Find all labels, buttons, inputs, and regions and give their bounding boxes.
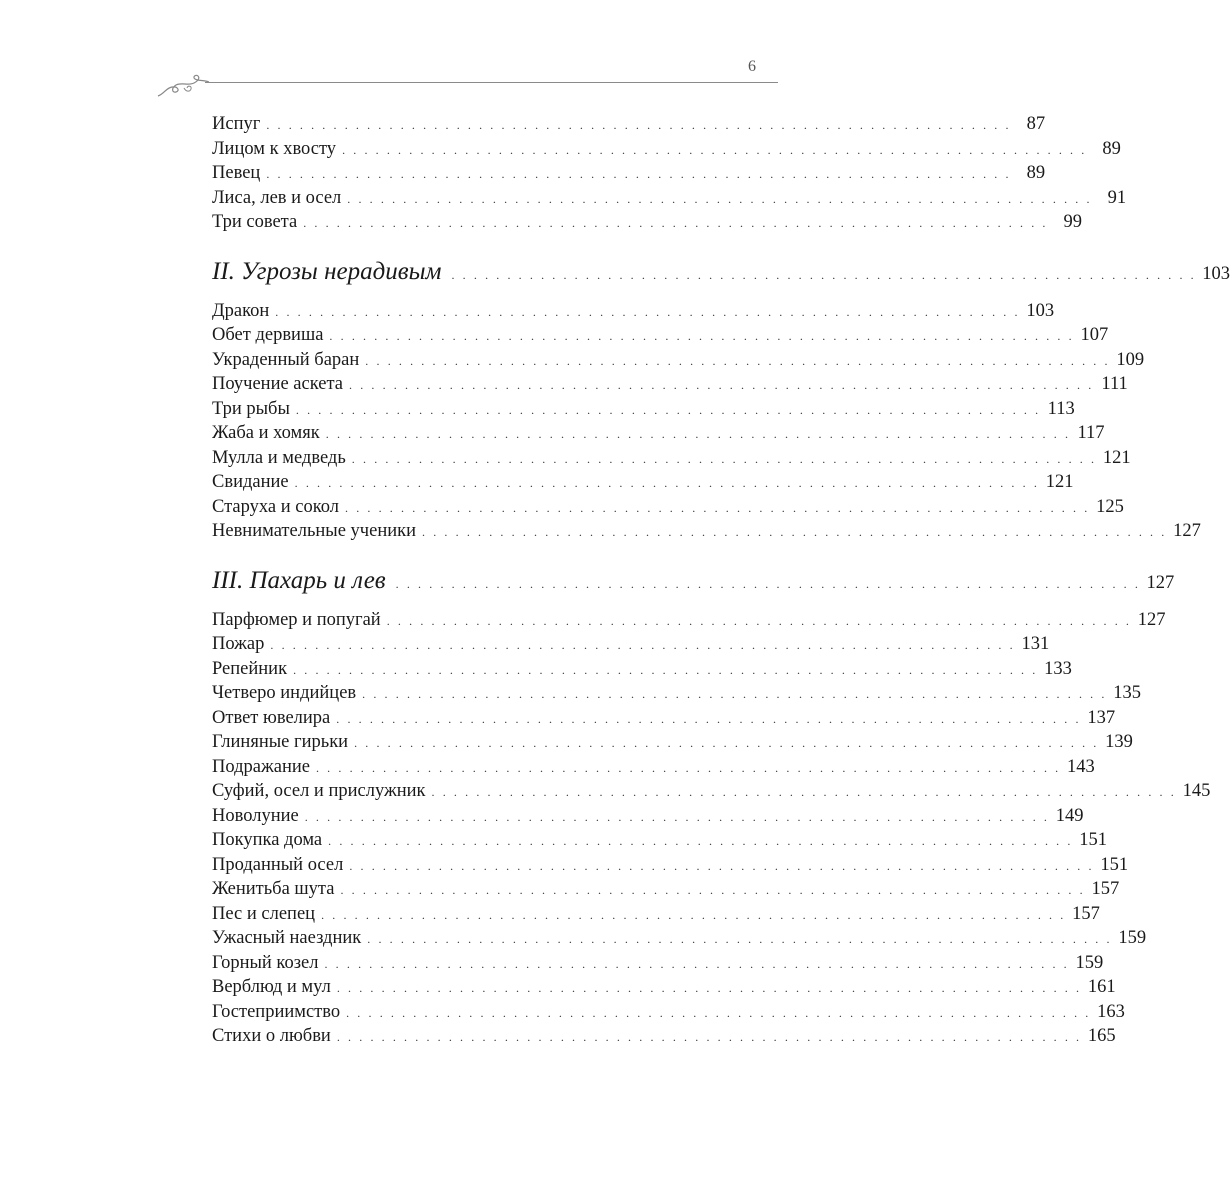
dot-leader: . . . . . . . . . . . . . . . . . . . . . . . . . . . . . . . . . . . . . . . . . . . . . . . . . . . . . . . . . . . . . . . . . . .	[329, 329, 1075, 343]
toc-entry-page: 103	[1026, 300, 1055, 321]
toc-entry-page: 107	[1080, 325, 1109, 345]
toc-entry-title: Пес и слепец	[212, 903, 316, 924]
toc-entry-page: 159	[1118, 928, 1147, 948]
toc-entry	[212, 495, 1124, 520]
toc-entry-title: Подражание	[212, 756, 310, 777]
toc-entry	[212, 681, 1141, 706]
toc-entry	[212, 446, 1131, 471]
toc-entry-page: 131	[1021, 634, 1050, 654]
toc-entry	[212, 706, 1116, 731]
toc-entry-title: Старуха и сокол	[212, 496, 339, 517]
toc-entry-page: 87	[1026, 114, 1046, 134]
dot-leader: . . . . . . . . . . . . . . . . . . . . . . . . . . . . . . . . . . . . . . . . . . . . . . . . . . . . . . . . . . . . . . . . . . .	[451, 267, 1197, 282]
toc-entry-title: Лицом к хвосту	[212, 138, 337, 159]
section-heading-title: II. Угрозы нерадивым	[212, 257, 442, 285]
toc-entry-page: 133	[1044, 658, 1072, 679]
toc-entry	[212, 902, 1100, 927]
toc-entry-title: Проданный осел	[212, 854, 344, 875]
page-number: 6	[748, 58, 756, 75]
toc-entry-page: 127	[1137, 609, 1166, 630]
toc-entry-page: 139	[1105, 732, 1133, 752]
toc-entry-page: 121	[1045, 472, 1074, 492]
toc-entry-title: Гостеприимство	[212, 1001, 341, 1022]
toc-entry	[212, 608, 1166, 633]
toc-entry	[212, 348, 1145, 373]
toc-entry-page: 121	[1102, 447, 1131, 468]
toc-entry-title: Три совета	[212, 212, 298, 232]
toc-entry-page: 149	[1055, 805, 1084, 826]
dot-leader: . . . . . . . . . . . . . . . . . . . . . . . . . . . . . . . . . . . . . . . . . . . . . . . . . . . . . . . . . . . . . . . . . . .	[362, 687, 1107, 701]
dot-leader: . . . . . . . . . . . . . . . . . . . . . . . . . . . . . . . . . . . . . . . . . . . . . . . . . . . . . . . . . . . . . . . . . . .	[354, 736, 1099, 750]
toc-entry	[212, 397, 1075, 422]
dot-leader: . . . . . . . . . . . . . . . . . . . . . . . . . . . . . . . . . . . . . . . . . . . . . . . . . . . . . . . . . . . . . . . . . . .	[321, 907, 1066, 922]
toc-entry-title: Дракон	[212, 300, 270, 321]
dot-leader: . . . . . . . . . . . . . . . . . . . . . . . . . . . . . . . . . . . . . . . . . . . . . . . . . . . . . . . . . . . . . . . . . . .	[295, 402, 1041, 417]
toc-entry-title: Невнимательные ученики	[212, 521, 417, 541]
toc-entry	[212, 1000, 1125, 1025]
toc-entry-title: Ужасный наездник	[212, 928, 362, 948]
toc-entry-page: 91	[1107, 187, 1127, 208]
dot-leader: . . . . . . . . . . . . . . . . . . . . . . . . . . . . . . . . . . . . . . . . . . . . . . . . . . . . . . . . . . . . . . . . . . .	[266, 118, 1012, 132]
toc-entry-page: 151	[1079, 830, 1107, 850]
toc-entry-page: 127	[1173, 521, 1201, 541]
table-of-contents	[212, 112, 1230, 1049]
dot-leader: . . . . . . . . . . . . . . . . . . . . . . . . . . . . . . . . . . . . . . . . . . . . . . . . . . . . . . . . . . . . . . . . . . .	[365, 353, 1111, 368]
toc-group	[212, 544, 1211, 1049]
toc-entry-title: Стихи о любви	[212, 1026, 331, 1046]
toc-entry	[212, 519, 1201, 544]
toc-entry-page: 145	[1182, 781, 1211, 801]
toc-entry	[212, 372, 1128, 397]
toc-entry-page: 159	[1075, 952, 1104, 973]
toc-entry-page: 135	[1113, 683, 1141, 703]
toc-entry-title: Покупка дома	[212, 830, 323, 850]
toc-group	[212, 235, 1230, 544]
toc-entry-title: Новолуние	[212, 805, 299, 826]
toc-entry-title: Горный козел	[212, 952, 319, 973]
toc-entry	[212, 161, 1046, 186]
toc-entry	[212, 1024, 1116, 1049]
toc-entry	[212, 779, 1211, 804]
toc-entry-page: 165	[1087, 1026, 1116, 1046]
header-rule	[205, 82, 778, 83]
toc-entry	[212, 951, 1104, 976]
toc-entry	[212, 804, 1084, 829]
dot-leader: . . . . . . . . . . . . . . . . . . . . . . . . . . . . . . . . . . . . . . . . . . . . . . . . . . . . . . . . . . . . . . . . . . .	[340, 883, 1086, 897]
dot-leader: . . . . . . . . . . . . . . . . . . . . . . . . . . . . . . . . . . . . . . . . . . . . . . . . . . . . . . . . . . . . . . . . . . .	[395, 576, 1141, 591]
dot-leader: . . . . . . . . . . . . . . . . . . . . . . . . . . . . . . . . . . . . . . . . . . . . . . . . . . . . . . . . . . . . . . . . . . .	[304, 809, 1050, 824]
toc-entry-page: 113	[1047, 398, 1075, 419]
toc-entry	[212, 186, 1127, 211]
toc-entry-page: 89	[1102, 138, 1121, 159]
toc-entry-title: Женитьба шута	[212, 879, 335, 899]
dot-leader: . . . . . . . . . . . . . . . . . . . . . . . . . . . . . . . . . . . . . . . . . . . . . . . . . . . . . . . . . . . . . . . . . . .	[275, 304, 1021, 319]
toc-entry	[212, 828, 1107, 853]
dot-leader: . . . . . . . . . . . . . . . . . . . . . . . . . . . . . . . . . . . . . . . . . . . . . . . . . . . . . . . . . . . . . . . . . . .	[336, 711, 1082, 726]
toc-entry-title: Поучение аскета	[212, 374, 343, 394]
dot-leader: . . . . . . . . . . . . . . . . . . . . . . . . . . . . . . . . . . . . . . . . . . . . . . . . . . . . . . . . . . . . . . . . . . .	[266, 167, 1012, 181]
dot-leader: . . . . . . . . . . . . . . . . . . . . . . . . . . . . . . . . . . . . . . . . . . . . . . . . . . . . . . . . . . . . . . . . . . .	[367, 932, 1113, 946]
toc-entry-title: Верблюд и мул	[212, 977, 331, 997]
dot-leader: . . . . . . . . . . . . . . . . . . . . . . . . . . . . . . . . . . . . . . . . . . . . . . . . . . . . . . . . . . . . . . . . . . .	[345, 500, 1090, 515]
dot-leader: . . . . . . . . . . . . . . . . . . . . . . . . . . . . . . . . . . . . . . . . . . . . . . . . . . . . . . . . . . . . . . . . . . .	[324, 956, 1070, 971]
toc-entry	[212, 299, 1055, 324]
dot-leader: . . . . . . . . . . . . . . . . . . . . . . . . . . . . . . . . . . . . . . . . . . . . . . . . . . . . . . . . . . . . . . . . . . .	[347, 191, 1093, 206]
toc-entry-title: Три рыбы	[212, 398, 290, 419]
dot-leader: . . . . . . . . . . . . . . . . . . . . . . . . . . . . . . . . . . . . . . . . . . . . . . . . . . . . . . . . . . . . . . . . . . .	[351, 451, 1097, 466]
toc-entry	[212, 877, 1120, 902]
toc-entry-title: Четверо индийцев	[212, 683, 357, 703]
toc-entry-page: 161	[1087, 977, 1116, 997]
toc-entry	[212, 755, 1095, 780]
toc-entry	[212, 632, 1050, 657]
toc-entry-page: 125	[1096, 496, 1124, 517]
toc-entry-title: Глиняные гирьки	[212, 732, 349, 752]
toc-entry-title: Мулла и медведь	[212, 447, 346, 468]
toc-entry-page: 109	[1116, 349, 1145, 370]
toc-entry	[212, 853, 1129, 878]
toc-entry-title: Ответ ювелира	[212, 707, 331, 728]
dot-leader: . . . . . . . . . . . . . . . . . . . . . . . . . . . . . . . . . . . . . . . . . . . . . . . . . . . . . . . . . . . . . . . . . . .	[336, 981, 1082, 995]
section-heading	[212, 255, 1230, 289]
dot-leader: . . . . . . . . . . . . . . . . . . . . . . . . . . . . . . . . . . . . . . . . . . . . . . . . . . . . . . . . . . . . . . . . . . .	[336, 1030, 1082, 1044]
dot-leader: . . . . . . . . . . . . . . . . . . . . . . . . . . . . . . . . . . . . . . . . . . . . . . . . . . . . . . . . . . . . . . . . . . .	[303, 216, 1049, 230]
toc-entry	[212, 112, 1046, 137]
toc-entry-title: Лиса, лев и осел	[212, 187, 342, 208]
toc-entry	[212, 975, 1116, 1000]
toc-entry-page: 99	[1063, 212, 1083, 232]
section-heading	[212, 564, 1175, 598]
toc-entry-title: Испуг	[212, 114, 261, 134]
dot-leader: . . . . . . . . . . . . . . . . . . . . . . . . . . . . . . . . . . . . . . . . . . . . . . . . . . . . . . . . . . . . . . . . . . .	[294, 476, 1040, 490]
toc-entry-title: Свидание	[212, 472, 289, 492]
toc-entry-title: Жаба и хомяк	[212, 423, 320, 443]
toc-entry	[212, 137, 1121, 162]
toc-entry-title: Парфюмер и попугай	[212, 609, 381, 630]
toc-entry-page: 157	[1072, 903, 1100, 924]
toc-entry	[212, 210, 1083, 235]
dot-leader: . . . . . . . . . . . . . . . . . . . . . . . . . . . . . . . . . . . . . . . . . . . . . . . . . . . . . . . . . . . . . . . . . . .	[386, 613, 1132, 628]
toc-entry-page: 151	[1100, 854, 1129, 875]
toc-entry	[212, 730, 1133, 755]
toc-group	[212, 112, 1127, 235]
toc-entry	[212, 926, 1147, 951]
toc-entry	[212, 657, 1072, 682]
toc-entry	[212, 323, 1109, 348]
toc-entry-title: Певец	[212, 163, 261, 183]
dot-leader: . . . . . . . . . . . . . . . . . . . . . . . . . . . . . . . . . . . . . . . . . . . . . . . . . . . . . . . . . . . . . . . . . . .	[315, 760, 1061, 775]
toc-entry	[212, 421, 1105, 446]
dot-leader: . . . . . . . . . . . . . . . . . . . . . . . . . . . . . . . . . . . . . . . . . . . . . . . . . . . . . . . . . . . . . . . . . . .	[349, 378, 1094, 392]
toc-entry-page: 157	[1091, 879, 1120, 899]
section-heading-title: III. Пахарь и лев	[212, 566, 386, 594]
toc-entry-page: 137	[1087, 707, 1116, 728]
dot-leader: . . . . . . . . . . . . . . . . . . . . . . . . . . . . . . . . . . . . . . . . . . . . . . . . . . . . . . . . . . . . . . . . . . .	[293, 662, 1038, 677]
dot-leader: . . . . . . . . . . . . . . . . . . . . . . . . . . . . . . . . . . . . . . . . . . . . . . . . . . . . . . . . . . . . . . . . . . .	[328, 834, 1073, 848]
dot-leader: . . . . . . . . . . . . . . . . . . . . . . . . . . . . . . . . . . . . . . . . . . . . . . . . . . . . . . . . . . . . . . . . . . .	[346, 1005, 1091, 1020]
dot-leader: . . . . . . . . . . . . . . . . . . . . . . . . . . . . . . . . . . . . . . . . . . . . . . . . . . . . . . . . . . . . . . . . . . .	[431, 785, 1177, 799]
toc-entry-page: 89	[1026, 163, 1046, 183]
dot-leader: . . . . . . . . . . . . . . . . . . . . . . . . . . . . . . . . . . . . . . . . . . . . . . . . . . . . . . . . . . . . . . . . . . .	[270, 638, 1016, 652]
toc-entry-page: 163	[1097, 1001, 1125, 1022]
toc-entry-title: Пожар	[212, 634, 265, 654]
flourish-ornament-icon	[156, 70, 210, 100]
toc-entry-title: Украденный баран	[212, 349, 360, 370]
toc-entry	[212, 470, 1074, 495]
toc-entry-page: 111	[1101, 374, 1128, 394]
toc-entry-title: Суфий, осел и прислужник	[212, 781, 426, 801]
section-heading-page: 127	[1146, 572, 1175, 593]
toc-entry-page: 117	[1077, 423, 1105, 443]
toc-entry-title: Обет дервиша	[212, 325, 324, 345]
dot-leader: . . . . . . . . . . . . . . . . . . . . . . . . . . . . . . . . . . . . . . . . . . . . . . . . . . . . . . . . . . . . . . . . . . .	[422, 525, 1167, 539]
toc-entry-page: 143	[1067, 756, 1095, 777]
dot-leader: . . . . . . . . . . . . . . . . . . . . . . . . . . . . . . . . . . . . . . . . . . . . . . . . . . . . . . . . . . . . . . . . . . .	[325, 427, 1071, 441]
dot-leader: . . . . . . . . . . . . . . . . . . . . . . . . . . . . . . . . . . . . . . . . . . . . . . . . . . . . . . . . . . . . . . . . . . .	[349, 858, 1095, 873]
dot-leader: . . . . . . . . . . . . . . . . . . . . . . . . . . . . . . . . . . . . . . . . . . . . . . . . . . . . . . . . . . . . . . . . . . .	[342, 142, 1087, 157]
toc-entry-title: Репейник	[212, 658, 288, 679]
section-heading-page: 103	[1202, 263, 1230, 284]
